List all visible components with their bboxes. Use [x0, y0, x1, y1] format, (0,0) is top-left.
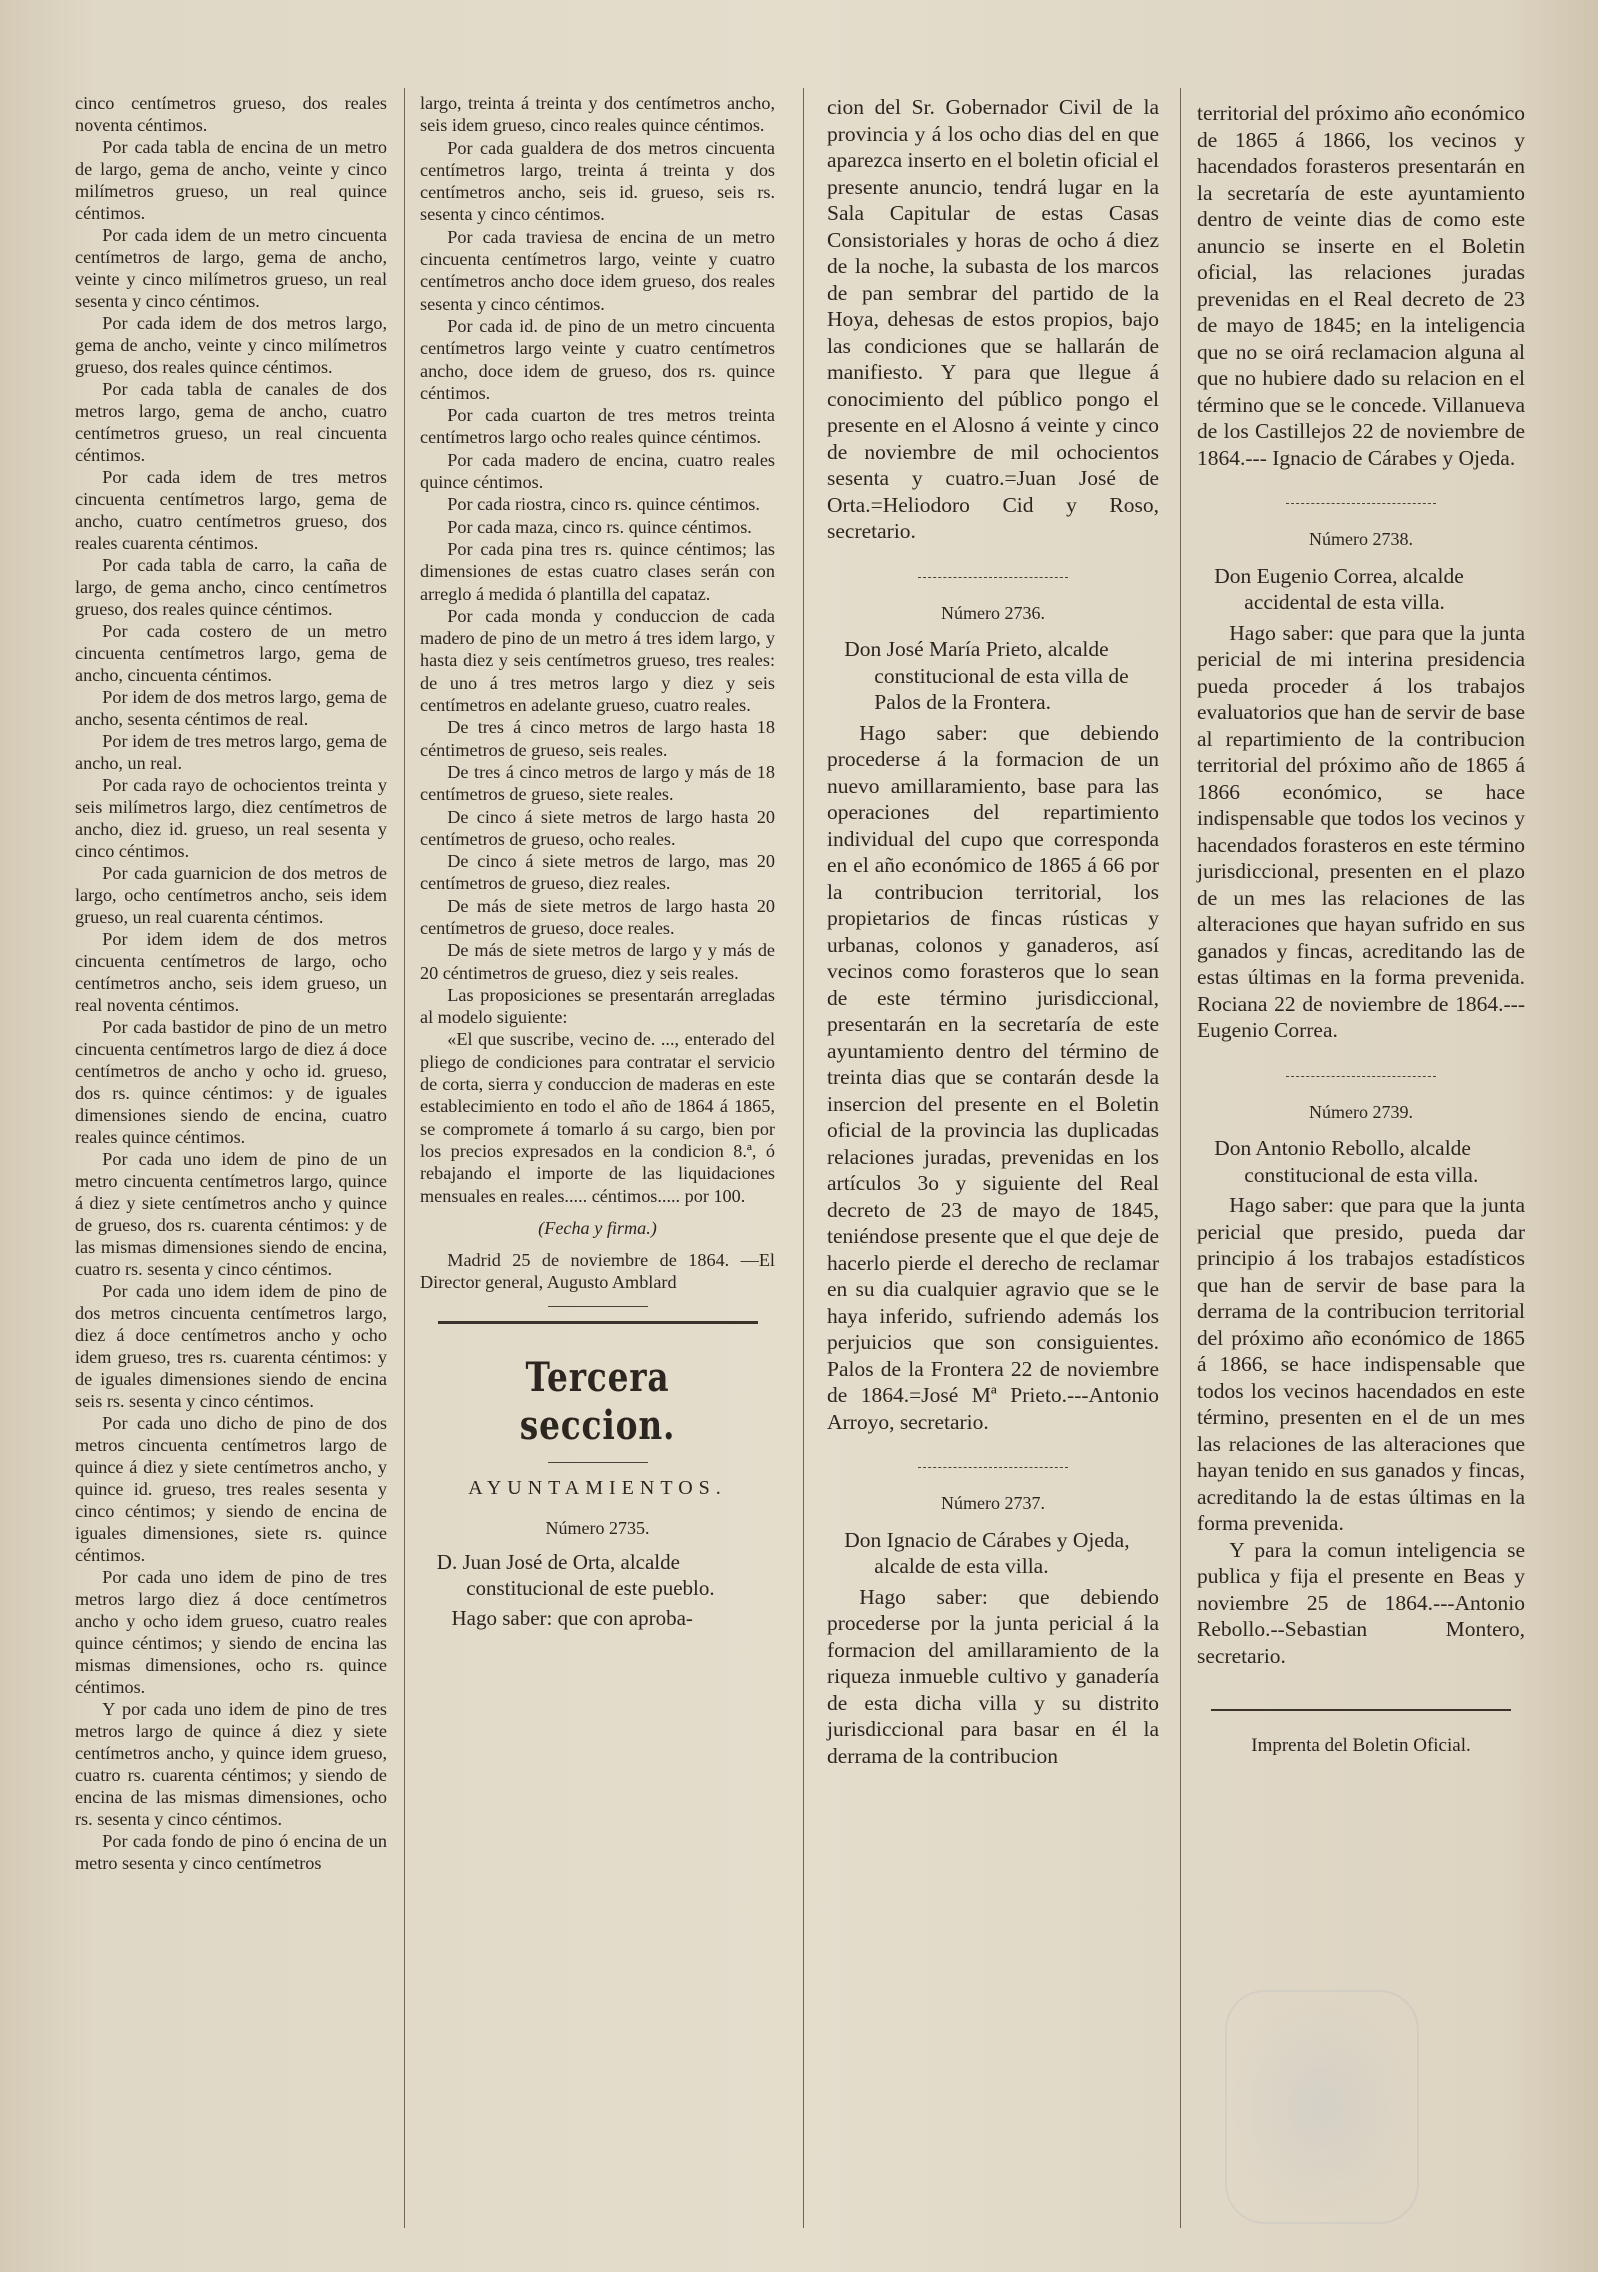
divider	[1211, 1709, 1511, 1711]
price-paragraph: De tres á cinco metros de largo y más de 18 centímetros de grueso, siete reales.	[420, 761, 775, 805]
price-paragraph: De cinco á siete metros de largo, mas 20 centímetros de grueso, diez reales.	[420, 851, 775, 894]
notice-body: Hago saber: que para que la junta pericial de mi interina presidencia pueda proceder á los trabajos evaluatorios que han de servir de base al repartimiento de la contribucion territorial del próximo año de 1865 á 1866 económico, se hace indispensable que todos los vecinos y hacendados forasteros en este término jurisdiccional, presenten en el plazo de un mes las relaciones de las alteraciones que hayan sufrido en sus ganados y fincas, acreditando las de estas últimas en la forma prevenida. Rociana 22 de noviembre de 1864.---Eugenio Correa.	[1197, 620, 1525, 1042]
price-paragraph: Por cada uno idem idem de pino de dos metros cincuenta centímetros largo, diez á doce centímetros ancho y ocho idem grueso, tres rs. cuarenta céntimos: y de iguales dimensiones siendo de encina seis rs. sesenta y cinco céntimos.	[75, 1281, 387, 1411]
notice-body: Hago saber: que para que la junta pericial que presido, pueda dar principio á los trabajos estadísticos que han de servir de base para la derrama de la contribucion territorial del próximo año económico de 1865 á 1866, se hace indispensable que todos los vecinos hacendados en este término, presenten en el de un mes las relaciones de las alteraciones que hayan tenido en sus ganados y fincas, acreditando la de estas últimas en la forma prevenida.	[1197, 1193, 1525, 1535]
price-paragraph: largo, treinta á treinta y dos centímetros ancho, seis idem grueso, cinco reales quince céntimos.	[420, 93, 775, 136]
price-paragraph: Por cada cuarton de tres metros treinta centímetros largo ocho reales quince céntimos.	[420, 405, 775, 448]
section-top-rule	[438, 1321, 758, 1324]
model-proposal: «El que suscribe, vecino de. ..., enterado del pliego de condiciones para contratar el servicio de corta, sierra y conduccion de maderas en este establecimiento en todo el año de 1864 á 1865, se compromete á tomarlo á su cargo, bien por los precios expresados en la condicion 8.ª, ó rebajando el importe de las liquidaciones mensuales en reales..... céntimos..... por 100.	[420, 1029, 775, 1206]
price-paragraph: cinco centímetros grueso, dos reales noventa céntimos.	[75, 93, 387, 135]
column-rule	[803, 88, 804, 2228]
column-rule	[1180, 88, 1181, 2228]
divider	[548, 1462, 648, 1463]
price-paragraph: Por cada idem de tres metros cincuenta centímetros largo, gema de ancho, cuatro centímetros grueso, dos reales cuarenta céntimos.	[75, 467, 387, 553]
date-signature-note: (Fecha y firma.)	[538, 1217, 657, 1238]
price-paragraph: Por cada rayo de ochocientos treinta y seis milímetros largo, diez centímetros de ancho, diez id. grueso, un real sesenta y cinco céntimos.	[75, 775, 387, 861]
price-paragraph: Por cada gualdera de dos metros cincuenta centímetros largo, treinta á treinta y dos centímetros ancho, seis id. grueso, seis rs. sesenta y cinco céntimos.	[420, 137, 775, 225]
section-title: Tercera seccion.	[519, 1353, 676, 1449]
price-paragraph: Por cada guarnicion de dos metros de largo, ocho centímetros ancho, seis idem grueso, un real cuarenta céntimos.	[75, 863, 387, 927]
price-paragraph: Por cada uno dicho de pino de dos metros cincuenta centímetros largo de quince á diez y siete centímetros ancho, y quince id. grueso, tres reales sesenta y cinco céntimos; y siendo de encina de iguales dimensiones, siete rs. quince céntimos.	[75, 1413, 387, 1565]
price-paragraph: Por cada maza, cinco rs. quince céntimos.	[447, 516, 752, 537]
price-paragraph: Y por cada uno idem de pino de tres metros largo de quince á diez y siete centímetros ancho, y quince idem grueso, cuatro rs. cuarenta céntimos; y siendo de encina de las mismas dimensiones, ocho rs. sesenta y cinco céntimos.	[75, 1699, 387, 1829]
price-paragraph: De tres á cinco metros de largo hasta 18 céntimetros de grueso, seis reales.	[420, 717, 775, 760]
price-paragraph: Por idem de dos metros largo, gema de ancho, sesenta céntimos de real.	[75, 687, 387, 729]
price-paragraph: Por cada costero de un metro cincuenta centímetros largo, gema de ancho, cincuenta céntimos.	[75, 621, 387, 685]
column-rule	[404, 88, 405, 2228]
notice-heading: Don Ignacio de Cárabes y Ojeda, alcalde de esta villa.	[844, 1527, 1130, 1578]
price-paragraph: Por cada monda y conduccion de cada madero de pino de un metro á tres idem largo, y hasta diez y seis centímetros grueso, tres reales: de uno á tres metros largo y diez y seis centímetros en adelante grueso, cuatro reales.	[420, 605, 775, 716]
price-paragraph: Por cada tabla de encina de un metro de largo, gema de ancho, veinte y cinco milímetros grueso, un real quince céntimos.	[75, 137, 387, 223]
divider	[918, 1467, 1068, 1468]
notice-body: cion del Sr. Gobernador Civil de la provincia y á los ocho dias del en que aparezca inserto en el boletin oficial el presente anuncio, tendrá lugar en la Sala Capitular de estas Casas Consistoriales y horas de ocho á diez de la noche, la subasta de los marcos de pan sembrar del partido de la Hoya, dehesas de estos propios, bajo las condiciones que se hallarán de manifiesto. Y para que llegue á conocimiento del público pongo el presente en el Alosno á veinte y cinco de noviembre de mil ochocientos sesenta y cuatro.=Juan José de Orta.=Heliodoro Cid y Roso, secretario.	[827, 95, 1159, 543]
price-paragraph: De cinco á siete metros de largo hasta 20 centímetros de grueso, ocho reales.	[420, 806, 775, 849]
notice-number: Número 2738.	[1309, 529, 1413, 549]
price-paragraph: Las proposiciones se presentarán arregladas al modelo siguiente:	[420, 984, 775, 1028]
price-paragraph: Por idem de tres metros largo, gema de ancho, un real.	[75, 731, 387, 773]
divider	[918, 577, 1068, 578]
price-paragraph: De más de siete metros de largo hasta 20 centímetros de grueso, doce reales.	[420, 895, 775, 938]
notice-body: Hago saber: que debiendo procederse á la formacion de un nuevo amillaramiento, base para las operaciones del repartimiento individual del cupo que corresponda en el año económico de 1865 á 66 por la contribucion territorial, los propietarios de fincas rústicas y urbanas, colonos y ganaderos, así vecinos como forasteros que lo sean de este término jurisdiccional, presentarán en la secretaría de este ayuntamiento dentro del término de treinta dias que se contarán desde la insercion del presente en el Boletin oficial de la provincia las duplicadas relaciones juradas, prevenidas en los artículos 3o y siguiente del Real decreto de 23 de mayo de 1845, teniéndose presente que el que deje de hacerlo pierde el derecho de reclamar en su dia cualquier agravio que se le haya inferido, sufriendo además los perjuicios que son consiguientes. Palos de la Frontera 22 de noviembre de 1864.=José Mª Prieto.---Antonio Arroyo, secretario.	[827, 720, 1159, 1434]
price-paragraph: De más de siete metros de largo y y más de 20 céntimetros de grueso, diez y seis reales.	[420, 940, 775, 983]
printer-imprint: Imprenta del Boletin Oficial.	[1251, 1735, 1471, 1756]
notice-number: Número 2739.	[1309, 1101, 1413, 1122]
price-paragraph: Por cada bastidor de pino de un metro cincuenta centímetros largo de diez á doce centímetros de ancho y ocho id. grueso, dos rs. quince céntimos: y de iguales dimensiones siendo de encina, cuatro reales quince céntimos.	[75, 1017, 387, 1147]
price-paragraph: Por cada madero de encina, cuatro reales quince céntimos.	[420, 449, 775, 493]
divider	[1286, 503, 1436, 504]
price-paragraph: Por idem idem de dos metros cincuenta centímetros de largo, ocho centímetros ancho, seis idem grueso, un real noventa céntimos.	[75, 929, 387, 1015]
notice-number: Número 2735.	[545, 1518, 650, 1539]
notice-heading: D. Juan José de Orta, alcalde constitucional de este pueblo.	[436, 1550, 715, 1601]
price-paragraph: Por cada tabla de canales de dos metros largo, gema de ancho, cuatro centímetros grueso, un real cincuenta céntimos.	[75, 379, 387, 465]
price-paragraph: Por cada traviesa de encina de un metro cincuenta centímetros largo, veinte y cuatro centímetros ancho doce idem grueso, dos reales sesenta y cinco céntimos.	[420, 226, 775, 314]
price-paragraph: Por cada idem de dos metros largo, gema de ancho, veinte y cinco milímetros grueso, dos reales quince céntimos.	[75, 313, 387, 377]
price-paragraph: Por cada id. de pino de un metro cincuenta centímetros largo veinte y cuatro centímetros ancho, doce idem de grueso, dos rs. quince céntimos.	[420, 315, 775, 403]
notice-heading: Don Eugenio Correa, alcalde accidental de esta villa.	[1214, 563, 1464, 614]
price-paragraph: Por cada fondo de pino ó encina de un metro sesenta y cinco centímetros	[75, 1831, 387, 1873]
column-3	[827, 94, 1159, 1769]
notice-number: Número 2737.	[941, 1493, 1045, 1513]
notice-number: Número 2736.	[941, 602, 1045, 623]
library-stamp-watermark	[1225, 1990, 1419, 2224]
notice-body: territorial del próximo año económico de 1865 á 1866, los vecinos y hacendados forasteros presentarán en la secretaría de este ayuntamiento dentro de veinte dias de como este anuncio se inserte en el Boletin oficial, las relaciones juradas prevenidas en el Real decreto de 23 de mayo de 1845; en la inteligencia que no se oirá reclamacion alguna al que no hubiere dado su relacion en el término que se le concede. Villanueva de los Castillejos 22 de noviembre de 1864.--- Ignacio de Cárabes y Ojeda.	[1197, 101, 1525, 470]
divider	[1286, 1076, 1436, 1077]
price-paragraph: Por cada uno idem de pino de tres metros largo diez á doce centímetros ancho y ocho idem grueso, cuatro reales quince céntimos; y siendo de encina las mismas dimensiones, ocho rs. quince céntimos.	[75, 1567, 387, 1697]
notice-body: Y para la comun inteligencia se publica y fija el presente en Beas y noviembre 25 de 1864.---Antonio Rebollo.--Sebastian Montero, secretario.	[1197, 1537, 1525, 1668]
notice-heading: Don José María Prieto, alcalde constitucional de esta villa de Palos de la Frontera.	[844, 637, 1129, 714]
column-2	[420, 92, 775, 1631]
price-paragraph: Por cada riostra, cinco rs. quince céntimos.	[447, 494, 760, 515]
notice-body: Hago saber: que debiendo procederse por la junta pericial á la formacion del amillaramiento de la riqueza inmueble cultivo y ganadería de esta dicha villa y su distrito jurisdiccional para basar en él la derrama de la contribucion	[827, 1584, 1159, 1768]
column-1	[75, 92, 387, 1874]
price-paragraph: Por cada pina tres rs. quince céntimos; las dimensiones de estas cuatro clases serán con arreglo á medida ó plantilla del capataz.	[420, 538, 775, 604]
price-paragraph: Por cada tabla de carro, la caña de largo, de gema ancho, cinco centímetros grueso, dos reales quince céntimos.	[75, 555, 387, 619]
subsection-title: AYUNTAMIENTOS.	[468, 1476, 727, 1499]
divider	[548, 1306, 648, 1307]
column-4	[1197, 100, 1525, 1760]
madrid-signature: Madrid 25 de noviembre de 1864. —El Director general, Augusto Amblard	[420, 1250, 775, 1293]
notice-heading: Don Antonio Rebollo, alcalde constitucional de esta villa.	[1214, 1136, 1479, 1187]
price-paragraph: Por cada idem de un metro cincuenta centímetros de largo, gema de ancho, veinte y cinco milímetros grueso, un real sesenta y cinco céntimos.	[75, 225, 387, 311]
notice-body: Hago saber: que con aproba-	[451, 1606, 693, 1631]
price-paragraph: Por cada uno idem de pino de un metro cincuenta centímetros largo, quince á diez y siete centímetros ancho y quince de grueso, dos rs. cuarenta céntimos: y de las mismas dimensiones siendo de encina, cuatro rs. sesenta y cinco céntimos.	[75, 1149, 387, 1279]
